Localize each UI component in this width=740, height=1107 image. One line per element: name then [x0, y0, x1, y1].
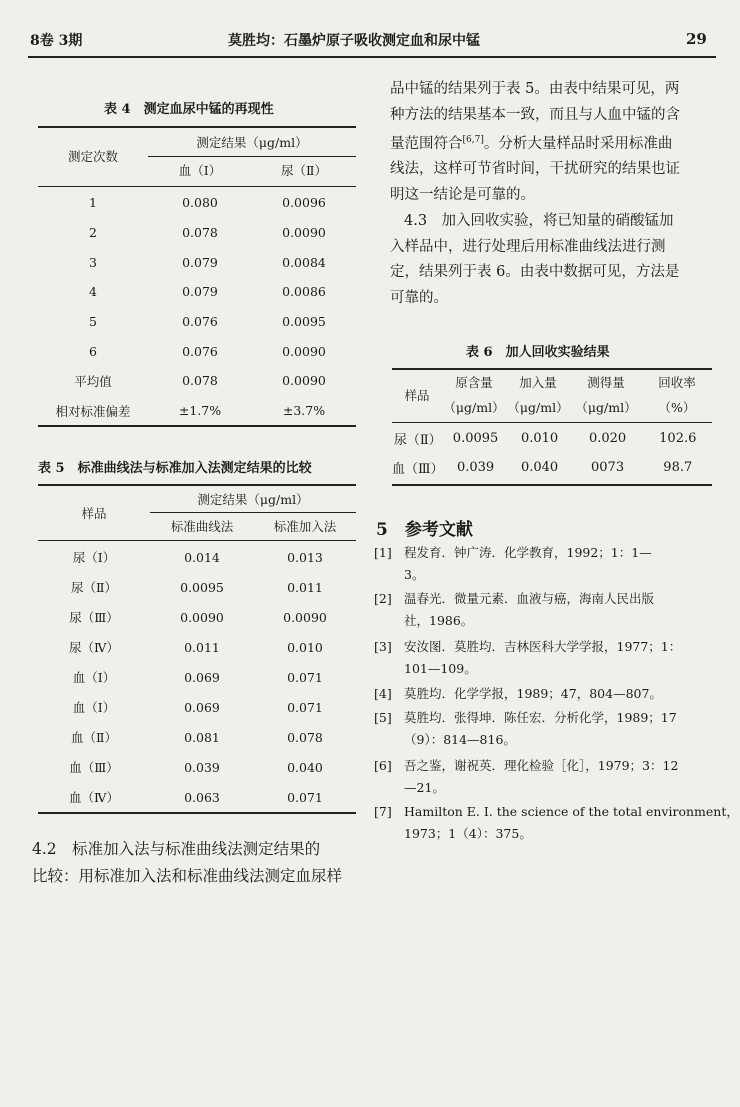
- table4-cell-count: 2: [89, 225, 97, 241]
- table5-cell-add: 0.0090: [283, 609, 327, 625]
- table4-cell-blood: 0.078: [182, 373, 218, 389]
- sec42-line: 4.2 标准加入法与标准曲线法测定结果的: [32, 840, 321, 858]
- reference-line: 温春光．微量元素．血液与癌，海南人民出版: [404, 591, 655, 606]
- table4-caption: 表 4 测定血尿中锰的再现性: [104, 102, 274, 117]
- table5-cell-curve: 0.011: [184, 639, 220, 655]
- table5-cell-curve: 0.0090: [180, 609, 224, 625]
- table5-header-add: 标准加入法: [273, 519, 337, 535]
- table5-row: [38, 722, 356, 752]
- table5-cell-add: 0.040: [287, 759, 323, 775]
- table5-cell-add: 0.011: [287, 579, 323, 595]
- table5-row: [38, 602, 356, 632]
- right-top-paragraph: [390, 77, 720, 208]
- reference-line: 程发育．钟广涛．化学教育，1992；1：1—: [404, 545, 652, 560]
- table6-cell-added: 0.010: [520, 431, 559, 446]
- table4-cell-count: 平均值: [74, 373, 112, 389]
- table4-cell-urine: 0.0095: [282, 314, 326, 330]
- section-4-3: [390, 209, 720, 311]
- table5-cell-curve: 0.063: [184, 789, 220, 805]
- table4-cell-blood: 0.076: [182, 314, 218, 330]
- table6-header-original: 原含量: [455, 375, 493, 390]
- table6-cell-sample: 血（Ⅲ）: [392, 462, 444, 477]
- table5-cell-add: 0.071: [287, 789, 323, 805]
- table6-header-added: 加入量: [519, 375, 557, 390]
- table5-cell-sample: 尿（Ⅰ）: [72, 550, 116, 565]
- table6-unit: （%）: [658, 400, 696, 415]
- table5-row: [38, 572, 356, 602]
- table5-cell-curve: 0.039: [184, 759, 220, 775]
- table5-cell-sample: 尿（Ⅳ）: [69, 640, 119, 655]
- table4-cell-urine: 0.0090: [282, 225, 326, 241]
- table5-body: [38, 542, 356, 812]
- reference-line: 社，1986。: [404, 613, 474, 628]
- citation: [6,7]: [462, 135, 484, 145]
- table4-cell-urine: 0.0096: [282, 195, 326, 211]
- table4-header-result: 测定结果（μg/ml）: [148, 128, 356, 156]
- reference-line: 安汝图．莫胜均．吉林医科大学学报，1977；1：: [404, 639, 682, 654]
- table4-cell-count: 3: [89, 254, 97, 270]
- table4-cell-blood: 0.079: [182, 254, 218, 270]
- table4-header-blood: 血（Ⅰ）: [178, 163, 222, 179]
- sec43-line: 定，结果列于表 6。由表中数据可见，方法是: [390, 264, 680, 280]
- table4-row: [38, 336, 356, 366]
- table5-bottom-rule: [38, 812, 356, 814]
- table4-cell-urine: 0.0086: [282, 284, 326, 300]
- table6-row: [392, 453, 712, 482]
- table5-cell-add: 0.071: [287, 669, 323, 685]
- table5-cell-curve: 0.069: [184, 669, 220, 685]
- sec42-line: 比较：用标准加入法和标准曲线法测定血尿样: [32, 867, 343, 885]
- table4-cell-blood: 0.078: [182, 225, 218, 241]
- table6-header-found: 测得量: [587, 375, 625, 390]
- table6-body: [392, 424, 712, 482]
- table4-header-count: 测定次数: [67, 149, 118, 164]
- running-title: 莫胜均：石墨炉原子吸收测定血和尿中锰: [228, 33, 480, 49]
- table4-row: [38, 277, 356, 307]
- reference-line: 1973；1（4）：375。: [404, 826, 532, 841]
- table5-cell-sample: 血（Ⅰ）: [72, 700, 116, 715]
- reference-line: 3。: [404, 567, 425, 582]
- reference-number: [1]: [374, 545, 392, 560]
- table4-row: [38, 188, 356, 218]
- table4-row: [38, 307, 356, 337]
- table5-row: [38, 752, 356, 782]
- sec43-line: 入样品中，进行处理后用标准曲线法进行测: [390, 238, 666, 255]
- table6-mid-rule: [392, 422, 712, 423]
- table4-cell-count: 1: [89, 195, 97, 211]
- section-4-2: [32, 836, 372, 890]
- reference-number: [7]: [374, 804, 392, 819]
- table5-row: [38, 632, 356, 662]
- table5-header-sample: 样品: [81, 506, 107, 521]
- para-line: 线法，这样可节省时间，干扰研究的结果也证: [390, 161, 680, 178]
- reference-line: 101—109。: [404, 661, 477, 676]
- journal-volume-issue: 8卷 3期: [30, 33, 83, 49]
- header-rule: [28, 56, 716, 58]
- para-line: 品中锰的结果列于表 5。由表中结果可见，两: [390, 81, 680, 97]
- table6-cell-original: 0.039: [456, 460, 495, 475]
- table5-row: [38, 542, 356, 572]
- table6-cell-found: 0073: [591, 460, 625, 475]
- page-number: 29: [686, 30, 707, 48]
- para-line: [390, 128, 720, 157]
- table5-mid-rule: [38, 540, 356, 541]
- reference-number: [4]: [374, 686, 392, 701]
- table4-cell-urine: 0.0084: [282, 254, 326, 270]
- table5-cell-sample: 血（Ⅱ）: [71, 730, 117, 745]
- table4-row: [38, 396, 356, 426]
- table4-mid-rule: [38, 186, 356, 187]
- table6-row: [392, 424, 712, 453]
- table4-cell-count: 相对标准偏差: [55, 403, 131, 419]
- table6-unit: （μg/ml）: [507, 400, 569, 415]
- table4-cell-count: 4: [89, 284, 97, 300]
- table6-unit: （μg/ml）: [443, 400, 505, 415]
- references-title: 5 参考文献: [376, 520, 473, 540]
- reference-number: [6]: [374, 758, 392, 773]
- table5-cell-add: 0.078: [287, 729, 323, 745]
- table5-row: [38, 692, 356, 722]
- table4-cell-urine: 0.0090: [282, 343, 326, 359]
- sec43-line: 4.3 加入回收实验，将已知量的硝酸锰加: [404, 213, 674, 229]
- table4-bottom-rule: [38, 425, 356, 427]
- para-line-part: 。分析大量样品时采用标准曲: [483, 135, 673, 152]
- table5-cell-curve: 0.069: [184, 699, 220, 715]
- table5-cell-add: 0.071: [287, 699, 323, 715]
- reference-number: [5]: [374, 710, 392, 725]
- table6-header-sample: 样品: [404, 388, 430, 403]
- table4-row: [38, 247, 356, 277]
- table6-header-recovery: 回收率: [658, 375, 696, 390]
- table5-caption: 表 5 标准曲线法与标准加入法测定结果的比较: [38, 461, 312, 476]
- table6-bottom-rule: [392, 484, 712, 486]
- table5-cell-sample: 尿（Ⅲ）: [69, 610, 119, 625]
- table4-body: [38, 188, 356, 426]
- reference-number: [2]: [374, 591, 392, 606]
- table6-cell-found: 0.020: [588, 431, 627, 446]
- table6-cell-recovery: 102.6: [659, 431, 697, 446]
- table6-cell-original: 0.0095: [452, 431, 499, 446]
- table4-cell-blood: ±1.7%: [178, 403, 222, 419]
- reference-line: 吾之鉴，谢祝英．理化检验［化］，1979；3：12: [404, 758, 679, 773]
- table4-cell-blood: 0.079: [182, 284, 218, 300]
- table5-cell-curve: 0.014: [184, 549, 220, 565]
- reference-line: （9）：814—816。: [404, 732, 516, 747]
- table5-header-result: 测定结果（μg/ml）: [150, 486, 356, 512]
- table4-header-urine: 尿（Ⅱ）: [281, 163, 327, 179]
- table6-header: [392, 370, 712, 420]
- table4: [38, 128, 356, 184]
- table4-row: [38, 366, 356, 396]
- reference-line: Hamilton E. I. the science of the total environment，: [404, 804, 739, 819]
- table5-cell-curve: 0.0095: [180, 579, 224, 595]
- table5: [38, 486, 356, 540]
- table6-cell-recovery: 98.7: [663, 460, 693, 475]
- table6-unit: （μg/ml）: [575, 400, 637, 415]
- table4-cell-blood: 0.080: [182, 195, 218, 211]
- table5-cell-curve: 0.081: [184, 729, 220, 745]
- table4-cell-count: 5: [89, 314, 97, 330]
- para-line: 明这一结论是可靠的。: [390, 186, 535, 203]
- table5-cell-sample: 血（Ⅲ）: [69, 760, 119, 775]
- reference-number: [3]: [374, 639, 392, 654]
- reference-line: 莫胜均．化学学报，1989；47，804—807。: [404, 686, 662, 701]
- table4-cell-blood: 0.076: [182, 343, 218, 359]
- table5-cell-sample: 血（Ⅳ）: [69, 790, 119, 805]
- reference-line: 莫胜均．张得坤．陈任宏．分析化学，1989；17: [404, 710, 677, 725]
- table6-cell-sample: 尿（Ⅱ）: [393, 433, 442, 448]
- table5-row: [38, 782, 356, 812]
- table5-cell-sample: 尿（Ⅱ）: [71, 580, 117, 595]
- para-line-part: 量范围符合: [390, 135, 463, 152]
- reference-line: —21。: [404, 780, 445, 795]
- table5-header-curve: 标准曲线法: [170, 519, 234, 535]
- sec43-line: 可靠的。: [390, 289, 448, 306]
- table5-cell-add: 0.013: [287, 549, 323, 565]
- table6-caption: 表 6 加人回收实验结果: [466, 345, 610, 360]
- table5-cell-sample: 血（Ⅰ）: [72, 670, 116, 685]
- table4-cell-count: 6: [89, 343, 97, 359]
- para-line: 种方法的结果基本一致，而且与人血中锰的含: [390, 106, 680, 123]
- table6-cell-added: 0.040: [520, 460, 559, 475]
- table4-cell-urine: 0.0090: [282, 373, 326, 389]
- table5-row: [38, 662, 356, 692]
- table5-cell-add: 0.010: [287, 639, 323, 655]
- table4-row: [38, 218, 356, 248]
- table4-cell-urine: ±3.7%: [282, 403, 326, 419]
